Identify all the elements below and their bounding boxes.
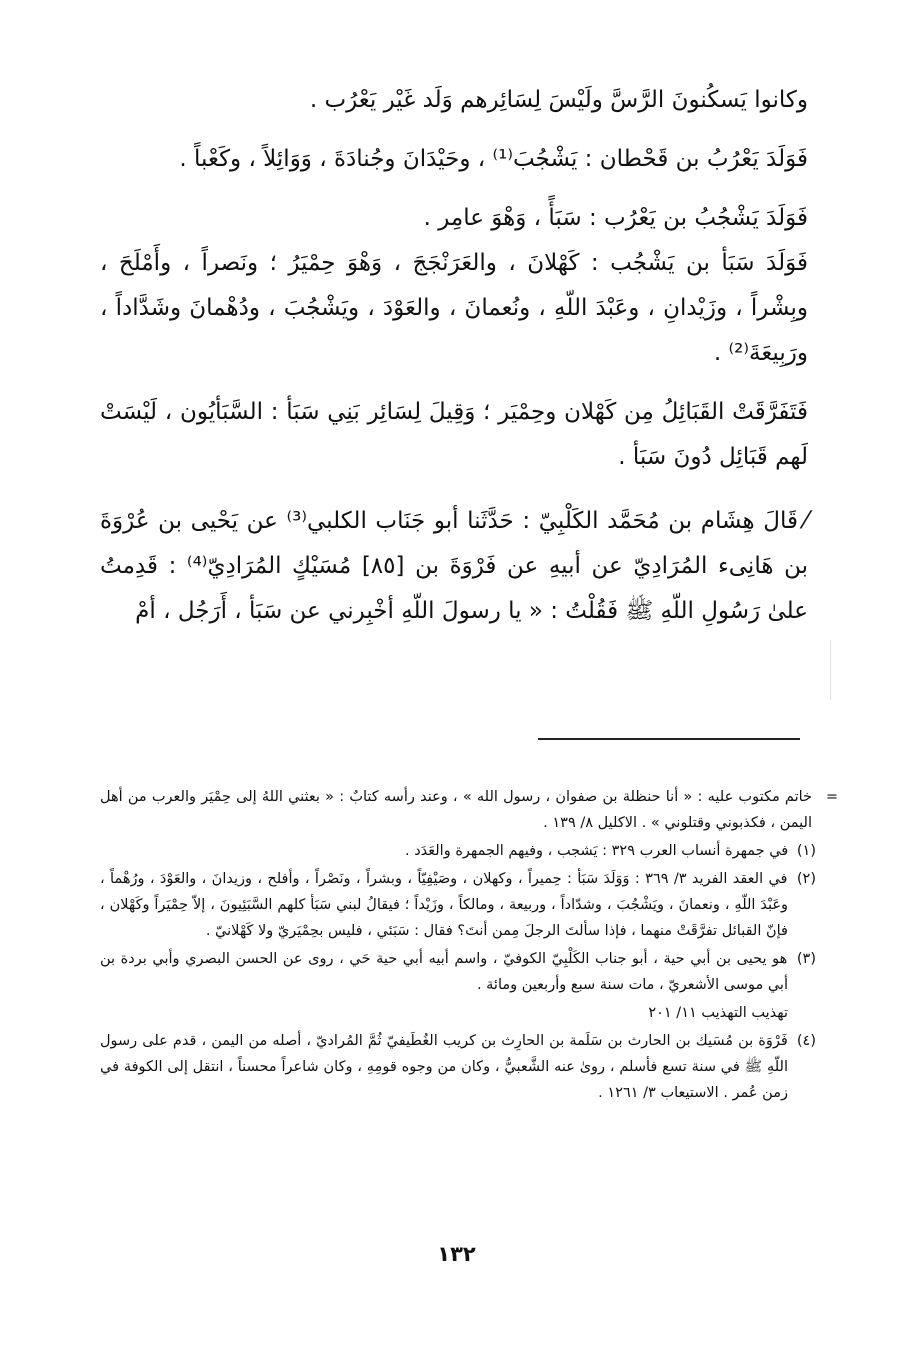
footnote-4-text: فَرْوَة بن مُسَيك بن الحارث بن سَلَمة بن الحارِث بن كريب الغُطَيفيّ ثُمَّ المُراديّ ، أصله من اليمن ، قدم على رسول اللّهِ ﷺ في سنة تسع فأسلم ، روىٰ عنه الشَّعبيُّ ، وكان من وجوه قومِهِ ، وكان شاعراً محسناً ، انتقل إلى الكوفة في زمن عُمر . الاستيعاب ٣/ ١٢٦١ . [100, 1033, 788, 1101]
margin-marker: ⁄ [803, 506, 808, 534]
footnote-3-reference: تهذيب التهذيب ١١/ ٢٠١ [648, 1005, 788, 1021]
scan-edge-mark [830, 640, 831, 700]
footnote-continuation-text: خاتم مكتوب عليه : « أنا حنظلة بن صفوان ، رسول الله » ، وعند رأسه كتابٌ : « بعثني اللهُ إلى حِمْيَر والعرب من أهل اليمن ، فكذبوني وقتلوني » . الاكليل ٨/ ١٣٩ . [100, 789, 812, 831]
footnote-3-text: هو يحيى بن أبي حية ، أبو جناب الكَلْبِيّ الكوفيّ ، واسم أبيه أبي حية حَي ، روى عن الحسن البصري وأبي بردة بن أبي موسى الأشعريّ ، مات سنة سبع وأربعين ومائة . [100, 951, 788, 993]
paragraph-3: فَوَلَدَ يَشْجُبُ بن يَعْرُب : سَبَأً ، وَهْوَ عامِر . [423, 205, 808, 231]
footnote-2 [100, 866, 816, 944]
footnote-divider [538, 738, 800, 740]
footnote-2-number: (٢) [796, 871, 816, 887]
continuation-marker: = [825, 789, 838, 805]
paragraph-2: فَوَلَدَ يَعْرُبُ بن قَحْطان : يَشْجُبَ⁽¹⁾ ، وحَيْدَانَ وجُنادَةَ ، وَوَائِلاً ، وكَعْباً . [179, 146, 808, 172]
paragraph-5: فَتَفَرَّقَتْ القَبَائِلُ مِن كَهْلان وحِمْيَر ؛ وَقِيلَ لِسَائِر بَنِي سَبَأ : السَّبَأيُون ، لَيْسَتْ لَهم قَبَائِل دُونَ سَبَأ . [100, 399, 808, 470]
footnote-3-number: (٣) [796, 951, 816, 967]
paragraph-1: وكانوا يَسكُنونَ الرَّسَّ ولَيْسَ لِسَائِرهم وَلَد غَيْر يَعْرُب . [309, 87, 808, 113]
main-text [100, 78, 808, 634]
footnote-continuation [100, 784, 838, 836]
footnote-1 [100, 838, 816, 864]
paragraph-6-text: قَالَ هِشَام بن مُحَمَّد الكَلْبِيّ : حَدَّثَنا أبو جَنَاب الكلبي⁽³⁾ عن يَحْيى بن عُرْوَةَ بن هَانِىء المُرَادِيّ عن أبيهِ عن فَرْوَةَ بن [٨٥] مُسَيْكٍ المُرَادِيّ⁽⁴⁾ : قَدِمتُ علىٰ رَسُولِ اللّهِ ﷺ فَقُلْتُ : « يا رسولَ اللّهِ أخْبِرني عن سَبَأ ، أَرَجُل ، أمْ [100, 508, 808, 624]
footnotes [100, 784, 838, 1108]
paragraph-4: فَوَلَدَ سَبَأ بن يَشْجُب : كَهْلانَ ، والعَرَنْجَجَ ، وَهْوَ حِمْيَرُ ؛ ونَصراً ، وأَمْلَحَ ، وبِشْراً ، وزَيْدانِ ، وعَبْدَ اللّهِ ، ونُعمانَ ، والعَوْدَ ، ويَشْجُبَ ، ودُهْمانَ وشَدَّاداً ، ورَبِيعَةَ⁽²⁾ . [100, 250, 808, 366]
footnote-1-text: في جمهرة أنساب العرب ٣٢٩ : يَشجب ، وفيهم الجمهرة والعَدَد . [404, 843, 789, 859]
footnote-3 [100, 946, 816, 998]
paragraph-6 [100, 498, 808, 634]
footnote-1-number: (١) [796, 843, 816, 859]
page-number: ١٣٢ [437, 1242, 476, 1266]
footnote-2-text: في العقد الفريد ٣/ ٣٦٩ : وَوَلَدَ سَبَأ : حِميراً ، وكهلان ، وصَيْفِيّاً ، وبشراً ، ونَصْراً ، وأفلح ، وزيدانَ ، والعَوْدَ ، ورُهْماً ، وعَبْدَ اللّهِ ، ونعمانَ ، ويَشْجُبَ ، وشدّاداً ، وربيعة ، ومالكاً ، وزَيْداً ؛ فيقالُ لبني سَبَأ كلهم السَّبَئِيونَ ، إلاّ حِمْيَراً وكَهْلان ، فإنّ القبائل تفرَّقَتْ منهما ، فإذا سألتَ الرجلَ مِمن أنتَ؟ فقال : سَبَئي ، فليس بحِمْيَريّ ولا كَهْلانيّ . [100, 871, 788, 939]
footnote-4-number: (٤) [796, 1033, 816, 1049]
footnote-4 [100, 1028, 816, 1106]
